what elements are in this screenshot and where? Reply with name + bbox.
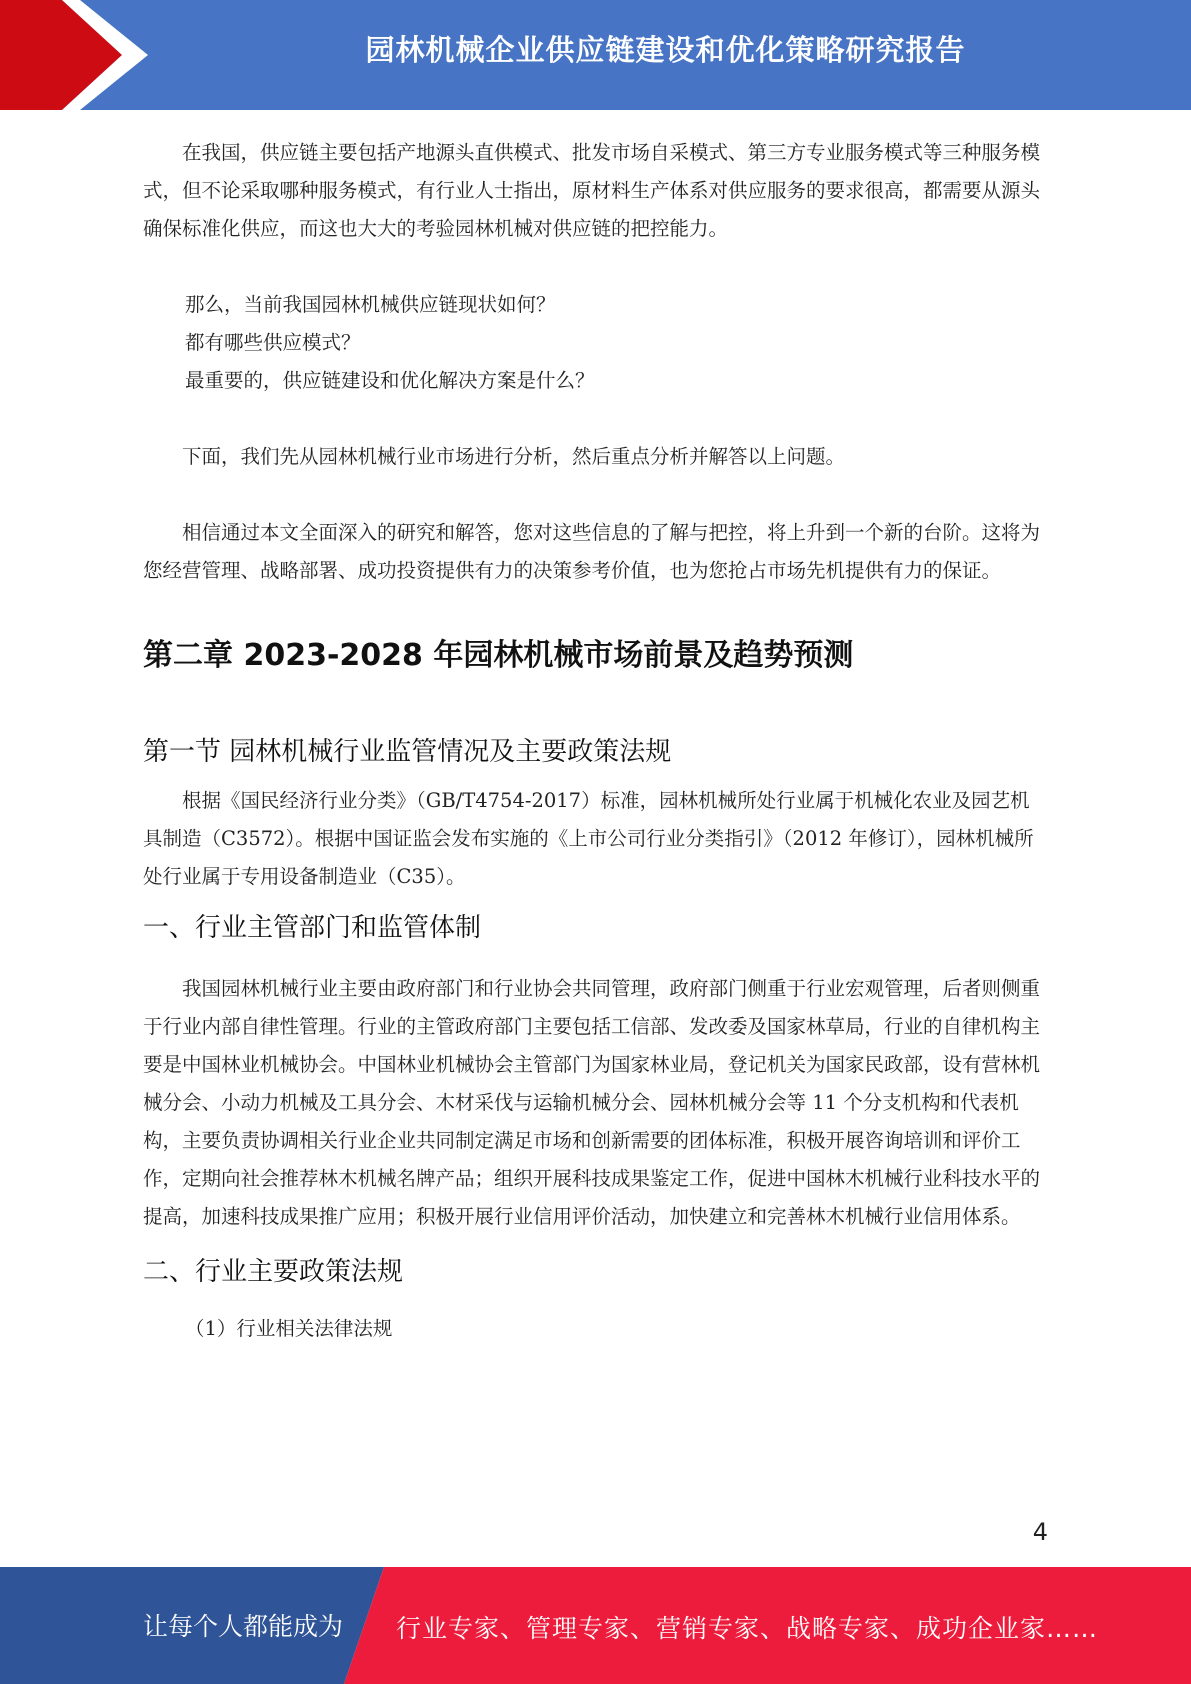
regulators-paragraph: 我国园林机械行业主要由政府部门和行业协会共同管理，政府部门侧重于行业宏观管理，后者则侧重于行业内部自律性管理。行业的主管政府部门主要包括工信部、发改委及国家林草局，行业的自律机构主要是中国林业机械协会。中国林业机械协会主管部门为国家林业局，登记机关为国家民政部，设有营林机械分会、小动力机械及工具分会、木材采伐与运输机械分会、园林机械分会等 11 个分支机构和代表机构，主要负责协调相关行业企业共同制定满足市场和创新需要的团体标准，积极开展咨询培训和评价工作，定期向社会推荐林木机械名牌产品；组织开展科技成果鉴定工作，促进中国林木机械行业科技水平的提高，加速科技成果推广应用；积极开展行业信用评价活动，加快建立和完善林木机械行业信用体系。 [143,977,1041,1228]
classification-paragraph: 根据《国民经济行业分类》（GB/T4754-2017）标准，园林机械所处行业属于机械化农业及园艺机具制造（C3572）。根据中国证监会发布实施的《上市公司行业分类指引》（2012 年修订），园林机械所处行业属于专用设备制造业（C35）。 [143,789,1034,888]
question-item: 最重要的，供应链建设和优化解决方案是什么？ [185,369,595,392]
question-item: 都有哪些供应模式？ [185,331,361,354]
page-content [143,134,1048,1348]
analysis-intro-paragraph: 下面，我们先从园林机械行业市场进行分析，然后重点分析并解答以上问题。 [182,445,846,468]
question-list [143,286,1048,400]
intro-paragraph: 在我国，供应链主要包括产地源头直供模式、批发市场自采模式、第三方专业服务模式等三种服务模式，但不论采取哪种服务模式，有行业人士指出，原材料生产体系对供应服务的要求很高，都需要从源头确保标准化供应，而这也大大的考验园林机械对供应链的把控能力。 [143,141,1041,240]
section-title: 第一节 园林机械行业监管情况及主要政策法规 [143,737,672,767]
laws-list-item: （1）行业相关法律法规 [185,1317,393,1340]
page-footer [0,1567,1191,1684]
subsection-title-policies: 二、行业主要政策法规 [143,1257,404,1287]
report-title: 园林机械企业供应链建设和优化策略研究报告 [365,33,966,67]
footer-slogan-left: 让每个人都能成为 [143,1612,344,1641]
chapter-title: 第二章 2023-2028 年园林机械市场前景及趋势预测 [143,638,854,673]
page-header [0,0,1191,110]
question-item: 那么，当前我国园林机械供应链现状如何？ [185,293,556,316]
footer-slogan-right: 行业专家、管理专家、营销专家、战略专家、成功企业家…… [396,1614,1099,1643]
subsection-title-regulators: 一、行业主管部门和监管体制 [143,913,482,943]
value-paragraph: 相信通过本文全面深入的研究和解答，您对这些信息的了解与把控，将上升到一个新的台阶。这将为您经营管理、战略部署、成功投资提供有力的决策参考价值，也为您抢占市场先机提供有力的保证。 [143,521,1041,582]
page-number: 4 [1032,1518,1048,1546]
